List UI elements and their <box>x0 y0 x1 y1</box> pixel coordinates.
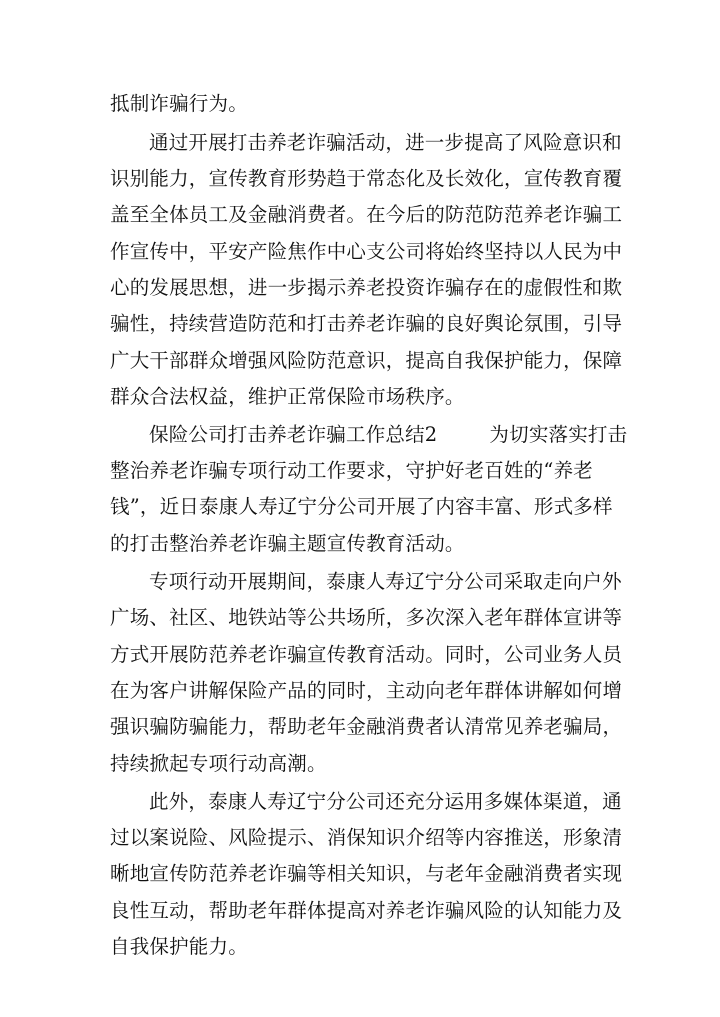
text-line: 的打击整治养老诈骗主题宣传教育活动。 <box>110 532 465 555</box>
text-line: 良性互动，帮助老年群体提高对养老诈骗风险的认知能力及 <box>110 899 623 922</box>
section-heading-line <box>149 419 630 451</box>
text-line: 方式开展防范养老诈骗宣传教育活动。同时，公司业务人员 <box>110 643 623 666</box>
text-line: 通过开展打击养老诈骗活动，进一步提高了风险意识和 <box>149 131 622 154</box>
text-line: 过以案说险、风险提示、消保知识介绍等内容推送，形象清 <box>110 826 623 849</box>
text-line: 此外，泰康人寿辽宁分公司还充分运用多媒体渠道，通 <box>149 790 622 813</box>
text-line: 抵制诈骗行为。 <box>110 92 248 115</box>
text-line: 晰地宣传防范养老诈骗等相关知识，与老年金融消费者实现 <box>110 862 623 885</box>
text-line: 盖至全体员工及金融消费者。在今后的防范防范养老诈骗工 <box>110 203 623 226</box>
text-line: 专项行动开展期间，泰康人寿辽宁分公司采取走向户外 <box>149 570 622 593</box>
text-line: 在为客户讲解保险产品的同时，主动向老年群体讲解如何增 <box>110 679 623 702</box>
text-line: 群众合法权益，维护正常保险市场秩序。 <box>110 385 465 408</box>
text-line: 识别能力，宣传教育形势趋于常态化及长效化，宣传教育覆 <box>110 167 623 190</box>
text-line: 作宣传中，平安产险焦作中心支公司将始终坚持以人民为中 <box>110 240 623 263</box>
text-line: 钱”，近日泰康人寿辽宁分公司开展了内容丰富、形式多样 <box>110 495 613 518</box>
text-line: 自我保护能力。 <box>110 935 248 958</box>
text-line: 骗性，持续营造防范和打击养老诈骗的良好舆论氛围，引导 <box>110 312 623 335</box>
section-title: 保险公司打击养老诈骗工作总结2 <box>149 423 438 446</box>
section-text: 为切实落实打击 <box>489 423 628 446</box>
text-line: 广大干部群众增强风险防范意识，提高自我保护能力，保障 <box>110 349 623 372</box>
text-line: 持续掀起专项行动高潮。 <box>110 752 327 775</box>
text-line: 广场、社区、地铁站等公共场所，多次深入老年群体宣讲等 <box>110 606 623 629</box>
text-line: 心的发展思想，进一步揭示养老投资诈骗存在的虚假性和欺 <box>110 276 623 299</box>
text-line: 整治养老诈骗专项行动工作要求，守护好老百姓的“养老 <box>110 459 593 482</box>
text-line: 强识骗防骗能力，帮助老年金融消费者认清常见养老骗局， <box>110 715 623 738</box>
